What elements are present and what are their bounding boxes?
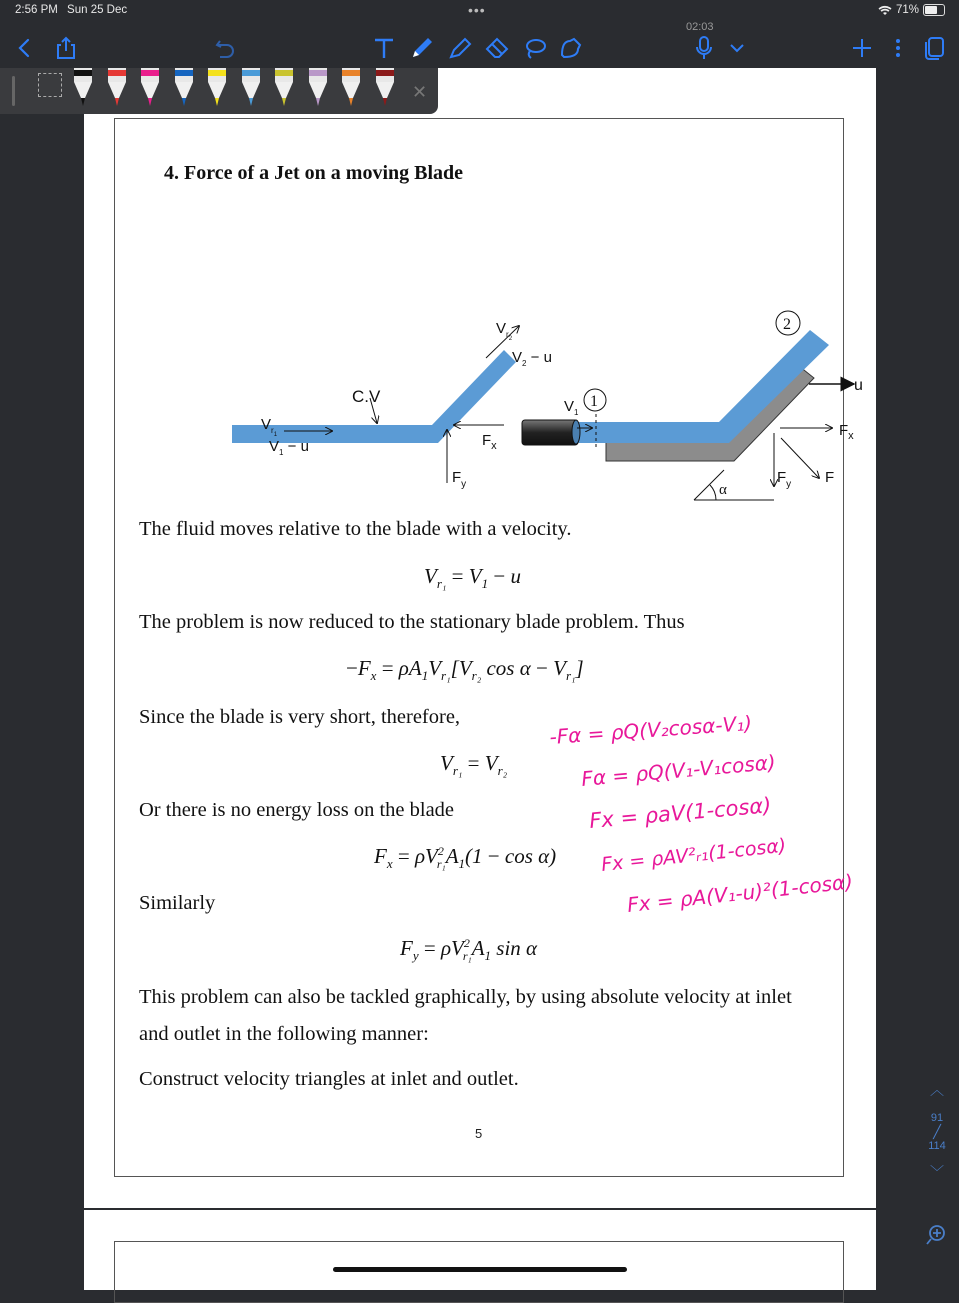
status-time: 2:56 PM: [15, 4, 58, 16]
back-chevron-icon[interactable]: [10, 34, 38, 62]
handwriting-line-5: Fx = ρA(V₁-u)²(1-cosα): [626, 869, 855, 917]
pages-icon[interactable]: [920, 34, 948, 62]
page-up-chevron-icon[interactable]: ︿: [930, 1082, 944, 1098]
current-page: 91: [930, 1112, 944, 1124]
pen-color-2-icon[interactable]: [106, 68, 128, 108]
handwriting-line-3: Fx = ρaV(1-cosα): [588, 793, 773, 833]
handwriting-line-4: Fx = ρAV²ᵣ₁(1-cosα): [600, 834, 788, 876]
pen-color-3-icon[interactable]: [139, 68, 161, 108]
document-page[interactable]: [84, 68, 876, 1208]
label-v1: $V_1$: [564, 398, 579, 417]
pen-color-6-icon[interactable]: [240, 68, 262, 108]
handwriting-line-1: -Fα = ρQ(V₂cosα-V₁): [548, 710, 753, 749]
equation-vr1-vr2: $V_{r_1} = V_{r_2}$: [440, 751, 508, 779]
close-tray-icon[interactable]: ✕: [412, 82, 428, 102]
label-u: u: [854, 377, 863, 394]
total-pages: 114: [928, 1140, 946, 1152]
label-fy-right: $F_y$: [777, 469, 792, 490]
home-indicator[interactable]: [333, 1267, 627, 1272]
page-navigator: [920, 1080, 954, 1200]
paragraph-3: Since the blade is very short, therefore,: [139, 706, 461, 728]
page-down-chevron-icon[interactable]: ﹀: [930, 1164, 944, 1180]
share-icon[interactable]: [52, 34, 80, 62]
toolbar: [0, 21, 959, 70]
pen-color-8-icon[interactable]: [307, 68, 329, 108]
handwriting-line-2: Fα = ρQ(V₁-V₁cosα): [580, 750, 777, 791]
paragraph-6b: and outlet in the following manner:: [139, 1023, 429, 1045]
tray-handle[interactable]: [12, 76, 15, 106]
zoom-icon[interactable]: [926, 1224, 948, 1251]
label-vr2: $V_{r2}$: [496, 320, 513, 342]
equation-fx-final: $F_x = \rho V^2_{r_1}A_1(1 - \cos \alpha)$: [374, 844, 557, 872]
label-fx-right: $F_x$: [839, 422, 854, 442]
undo-icon[interactable]: [211, 34, 239, 62]
lasso-tool-icon[interactable]: [521, 34, 549, 62]
highlighter-tool-icon[interactable]: [446, 34, 474, 62]
blade-diagram: [164, 238, 863, 518]
paragraph-2: The problem is now reduced to the stationary blade problem. Thus: [139, 611, 685, 633]
page-separator: ╱: [933, 1124, 941, 1139]
label-alpha: α: [719, 482, 727, 498]
chevron-down-icon[interactable]: [723, 34, 751, 62]
paragraph-4: Or there is no energy loss on the blade: [139, 799, 455, 821]
paragraph-5: Similarly: [139, 892, 216, 914]
multitask-dots-icon[interactable]: •••: [468, 2, 486, 18]
paragraph-1: The fluid moves relative to the blade with a velocity.: [139, 518, 572, 540]
paragraph-7: Construct velocity triangles at inlet and outlet.: [139, 1068, 519, 1090]
battery-fill: [925, 6, 937, 14]
label-fx-left: $F_x$: [482, 432, 497, 452]
pen-color-5-icon[interactable]: [206, 68, 228, 108]
section-heading: 4. Force of a Jet on a moving Blade: [164, 162, 464, 184]
equation-fx: $-F_x = \rho A_1V_{r_1}[V_{r_2}$ $\cos \alpha - V_{r_1}$]: [346, 656, 584, 684]
pen-tool-icon[interactable]: [408, 34, 436, 62]
paragraph-6a: This problem can also be tackled graphically, by using absolute velocity at inlet: [139, 986, 792, 1008]
battery-icon: [923, 4, 945, 16]
pen-tray: [0, 68, 438, 114]
pen-color-1-icon[interactable]: [72, 68, 94, 108]
next-page-border: [114, 1241, 844, 1303]
label-f: F: [825, 469, 835, 486]
more-options-icon[interactable]: [884, 34, 912, 62]
equation-fy: $F_y = \rho V^2_{r_1}A_1$ sin α: [400, 936, 538, 964]
label-cv: C.V: [352, 387, 381, 406]
status-bar: [0, 0, 959, 24]
angle-arc: [710, 485, 716, 500]
pen-color-9-icon[interactable]: [340, 68, 362, 108]
label-v2-minus-u: $V_2 - u$: [512, 349, 552, 368]
pen-color-10-icon[interactable]: [374, 68, 396, 108]
nozzle: [522, 420, 578, 445]
next-page[interactable]: [84, 1210, 876, 1290]
label-circle-1: 1: [590, 393, 598, 410]
lasso-select-icon[interactable]: [38, 73, 62, 97]
recording-timer: 02:03: [686, 21, 714, 33]
battery-percent: 71%: [895, 4, 919, 16]
label-circle-2: 2: [783, 316, 791, 333]
nozzle-tip: [572, 420, 580, 444]
text-tool-icon[interactable]: [370, 34, 398, 62]
shapes-tool-icon[interactable]: [557, 34, 585, 62]
microphone-icon[interactable]: [690, 34, 718, 62]
pen-color-4-icon[interactable]: [173, 68, 195, 108]
add-icon[interactable]: [848, 34, 876, 62]
wifi-icon: [878, 5, 892, 16]
equation-vr1: $V_{r_1} = V_1 - u$: [424, 564, 521, 592]
status-date: Sun 25 Dec: [67, 4, 128, 16]
label-vr1: $V_{r1}$: [261, 416, 278, 438]
handwritten-notes: [540, 700, 860, 930]
pen-color-7-icon[interactable]: [273, 68, 295, 108]
eraser-tool-icon[interactable]: [483, 34, 511, 62]
page-number: 5: [475, 1126, 483, 1141]
angle-alpha-marker: [694, 470, 774, 500]
label-v1-minus-u: $V_1 - u$: [269, 438, 309, 457]
label-fy-left: $F_y$: [452, 469, 467, 490]
